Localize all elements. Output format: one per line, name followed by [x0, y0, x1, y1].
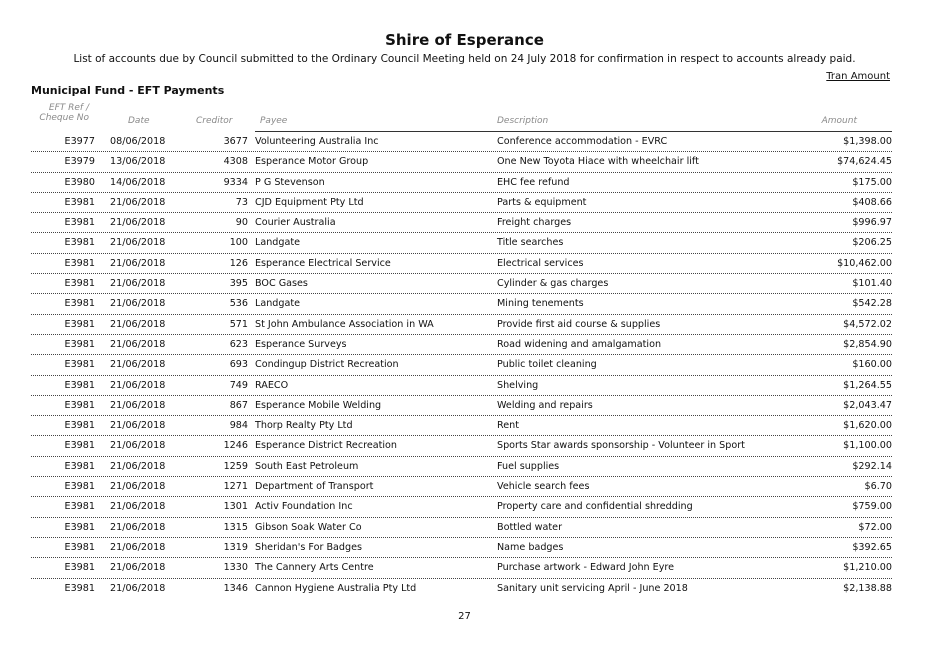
cell-description: Mining tenements	[497, 298, 584, 310]
cell-payee: Volunteering Australia Inc	[255, 136, 379, 147]
cell-amount: $160.00	[852, 359, 892, 371]
cell-amount: $2,043.47	[843, 399, 892, 411]
cell-date: 21/06/2018	[110, 582, 166, 594]
cell-amount: $1,210.00	[843, 562, 892, 574]
column-header-description: Description	[497, 116, 549, 126]
cell-description: Fuel supplies	[497, 460, 560, 472]
table-row	[0, 436, 929, 456]
table-row	[0, 294, 929, 314]
cell-ref: E3981	[64, 217, 95, 229]
cell-creditor: 571	[229, 318, 248, 330]
cell-description: Conference accommodation - EVRC	[497, 136, 668, 147]
cell-description: Property care and confidential shredding	[497, 501, 693, 513]
table-row	[0, 457, 929, 477]
cell-ref: E3981	[64, 440, 95, 452]
table-row	[0, 213, 929, 233]
cell-description: Sports Star awards sponsorship - Volunteer in Sport	[497, 440, 745, 452]
cell-amount: $408.66	[852, 196, 892, 208]
cell-amount: $72.00	[858, 521, 892, 533]
cell-amount: $2,138.88	[843, 582, 892, 594]
cell-description: One New Toyota Hiace with wheelchair lift	[497, 156, 699, 168]
cell-ref: E3981	[64, 359, 95, 371]
cell-description: Freight charges	[497, 217, 572, 229]
table-row	[0, 558, 929, 578]
cell-description: Welding and repairs	[497, 399, 593, 411]
document-subtitle: List of accounts due by Council submitted to the Ordinary Council Meeting held on 24 July 2018 for confirmation in respect to accounts already paid.	[73, 53, 856, 65]
cell-creditor: 3677	[223, 136, 248, 147]
cell-payee: Esperance Surveys	[255, 338, 347, 350]
cell-amount: $1,398.00	[843, 136, 892, 147]
cell-payee: South East Petroleum	[255, 460, 359, 472]
section-title: Municipal Fund - EFT Payments	[31, 84, 225, 97]
cell-description: Sanitary unit servicing April - June 2018	[497, 582, 688, 594]
cell-date: 21/06/2018	[110, 379, 166, 391]
cell-creditor: 9334	[223, 176, 248, 188]
cell-payee: Condingup District Recreation	[255, 359, 399, 371]
cell-ref: E3981	[64, 338, 95, 350]
cell-amount: $996.97	[852, 217, 892, 229]
cell-date: 21/06/2018	[110, 501, 166, 513]
table-row	[0, 518, 929, 538]
cell-ref: E3981	[64, 379, 95, 391]
cell-creditor: 1259	[223, 460, 248, 472]
cell-ref: E3981	[64, 298, 95, 310]
table-row	[0, 315, 929, 335]
cell-description: Public toilet cleaning	[497, 359, 597, 371]
cell-creditor: 1246	[223, 440, 248, 452]
cell-amount: $2,854.90	[843, 338, 892, 350]
cell-date: 21/06/2018	[110, 440, 166, 452]
cell-date: 21/06/2018	[110, 562, 166, 574]
column-header-ref: EFT Ref / Cheque No	[39, 103, 89, 123]
cell-payee: Landgate	[255, 298, 301, 310]
cell-description: Purchase artwork - Edward John Eyre	[497, 562, 675, 574]
cell-creditor: 749	[229, 379, 248, 391]
cell-description: Shelving	[497, 379, 539, 391]
document-title: Shire of Esperance	[385, 31, 544, 49]
cell-ref: E3981	[64, 196, 95, 208]
cell-payee: Sheridan's For Badges	[255, 541, 362, 553]
cell-creditor: 90	[235, 217, 248, 229]
cell-payee: The Cannery Arts Centre	[255, 562, 374, 574]
cell-amount: $175.00	[852, 176, 892, 188]
cell-creditor: 4308	[223, 156, 248, 168]
cell-payee: Esperance Mobile Welding	[255, 399, 382, 411]
cell-amount: $1,100.00	[843, 440, 892, 452]
column-header-amount: Amount	[821, 116, 857, 126]
cell-amount: $542.28	[852, 298, 892, 310]
cell-date: 21/06/2018	[110, 237, 166, 249]
cell-payee: Activ Foundation Inc	[255, 501, 353, 513]
cell-ref: E3981	[64, 541, 95, 553]
cell-creditor: 1315	[223, 521, 248, 533]
cell-date: 21/06/2018	[110, 298, 166, 310]
cell-amount: $1,620.00	[843, 420, 892, 432]
cell-ref: E3980	[64, 176, 95, 188]
table-row	[0, 416, 929, 436]
cell-description: Parts & equipment	[497, 196, 587, 208]
cell-date: 21/06/2018	[110, 541, 166, 553]
cell-date: 21/06/2018	[110, 359, 166, 371]
cell-ref: E3981	[64, 582, 95, 594]
cell-ref: E3981	[64, 399, 95, 411]
cell-description: Road widening and amalgamation	[497, 338, 662, 350]
column-header-payee: Payee	[260, 116, 288, 126]
page-number: 27	[458, 611, 471, 622]
cell-amount: $1,264.55	[843, 379, 892, 391]
cell-date: 21/06/2018	[110, 278, 166, 290]
cell-ref: E3981	[64, 562, 95, 574]
column-header-creditor: Creditor	[196, 116, 233, 126]
cell-amount: $206.25	[852, 237, 892, 249]
table-row	[0, 233, 929, 253]
cell-amount: $292.14	[852, 460, 892, 472]
cell-ref: E3981	[64, 237, 95, 249]
cell-ref: E3981	[64, 481, 95, 493]
cell-description: Title searches	[497, 237, 564, 249]
cell-description: Cylinder & gas charges	[497, 278, 609, 290]
cell-payee: Esperance Electrical Service	[255, 257, 391, 269]
table-row	[0, 477, 929, 497]
cell-creditor: 536	[229, 298, 248, 310]
cell-creditor: 100	[229, 237, 248, 249]
cell-ref: E3979	[64, 156, 95, 168]
cell-description: EHC fee refund	[497, 176, 570, 188]
cell-creditor: 126	[229, 257, 248, 269]
cell-amount: $6.70	[864, 481, 892, 493]
cell-creditor: 1346	[223, 582, 248, 594]
table-row	[0, 335, 929, 355]
cell-payee: RAECO	[255, 379, 289, 391]
table-row	[0, 376, 929, 396]
cell-creditor: 1330	[223, 562, 248, 574]
table-row	[0, 173, 929, 193]
cell-date: 14/06/2018	[110, 176, 166, 188]
cell-creditor: 623	[229, 338, 248, 350]
cell-payee: Landgate	[255, 237, 301, 249]
cell-creditor: 984	[229, 420, 248, 432]
table-row	[0, 497, 929, 517]
cell-date: 21/06/2018	[110, 481, 166, 493]
cell-description: Provide first aid course & supplies	[497, 318, 661, 330]
cell-date: 21/06/2018	[110, 196, 166, 208]
cell-ref: E3981	[64, 257, 95, 269]
cell-creditor: 1301	[223, 501, 248, 513]
cell-date: 21/06/2018	[110, 420, 166, 432]
cell-description: Bottled water	[497, 521, 563, 533]
cell-creditor: 73	[235, 196, 248, 208]
cell-date: 21/06/2018	[110, 318, 166, 330]
cell-creditor: 1271	[223, 481, 248, 493]
cell-description: Name badges	[497, 541, 564, 553]
cell-ref: E3981	[64, 278, 95, 290]
payments-table	[0, 132, 929, 599]
cell-amount: $759.00	[852, 501, 892, 513]
cell-date: 21/06/2018	[110, 257, 166, 269]
cell-creditor: 395	[229, 278, 248, 290]
table-row	[0, 152, 929, 172]
cell-creditor: 867	[229, 399, 248, 411]
table-row	[0, 132, 929, 152]
cell-description: Vehicle search fees	[497, 481, 590, 493]
cell-amount: $4,572.02	[843, 318, 892, 330]
cell-ref: E3981	[64, 501, 95, 513]
cell-description: Rent	[497, 420, 519, 432]
table-row	[0, 254, 929, 274]
cell-payee: Esperance District Recreation	[255, 440, 397, 452]
cell-ref: E3981	[64, 420, 95, 432]
table-row	[0, 396, 929, 416]
table-row	[0, 193, 929, 213]
cell-description: Electrical services	[497, 257, 584, 269]
cell-amount: $74,624.45	[837, 156, 892, 168]
cell-ref: E3981	[64, 318, 95, 330]
cell-payee: Gibson Soak Water Co	[255, 521, 362, 533]
cell-amount: $10,462.00	[837, 257, 892, 269]
cell-creditor: 1319	[223, 541, 248, 553]
cell-payee: Thorp Realty Pty Ltd	[255, 420, 353, 432]
cell-date: 21/06/2018	[110, 460, 166, 472]
cell-date: 08/06/2018	[110, 136, 166, 147]
cell-ref: E3981	[64, 460, 95, 472]
tran-amount-label: Tran Amount	[826, 71, 890, 82]
cell-date: 21/06/2018	[110, 521, 166, 533]
cell-payee: BOC Gases	[255, 278, 308, 290]
cell-payee: Esperance Motor Group	[255, 156, 369, 168]
cell-payee: P G Stevenson	[255, 176, 325, 188]
cell-payee: CJD Equipment Pty Ltd	[255, 196, 364, 208]
cell-payee: St John Ambulance Association in WA	[255, 318, 434, 330]
cell-amount: $101.40	[852, 278, 892, 290]
cell-payee: Courier Australia	[255, 217, 336, 229]
table-row	[0, 274, 929, 294]
cell-ref: E3977	[64, 136, 95, 147]
cell-date: 21/06/2018	[110, 399, 166, 411]
cell-payee: Cannon Hygiene Australia Pty Ltd	[255, 582, 417, 594]
cell-date: 21/06/2018	[110, 217, 166, 229]
column-header-date: Date	[128, 116, 150, 126]
table-row	[0, 538, 929, 558]
table-row	[0, 579, 929, 599]
table-row	[0, 355, 929, 375]
cell-creditor: 693	[229, 359, 248, 371]
cell-amount: $392.65	[852, 541, 892, 553]
cell-date: 13/06/2018	[110, 156, 166, 168]
cell-date: 21/06/2018	[110, 338, 166, 350]
cell-ref: E3981	[64, 521, 95, 533]
cell-payee: Department of Transport	[255, 481, 374, 493]
